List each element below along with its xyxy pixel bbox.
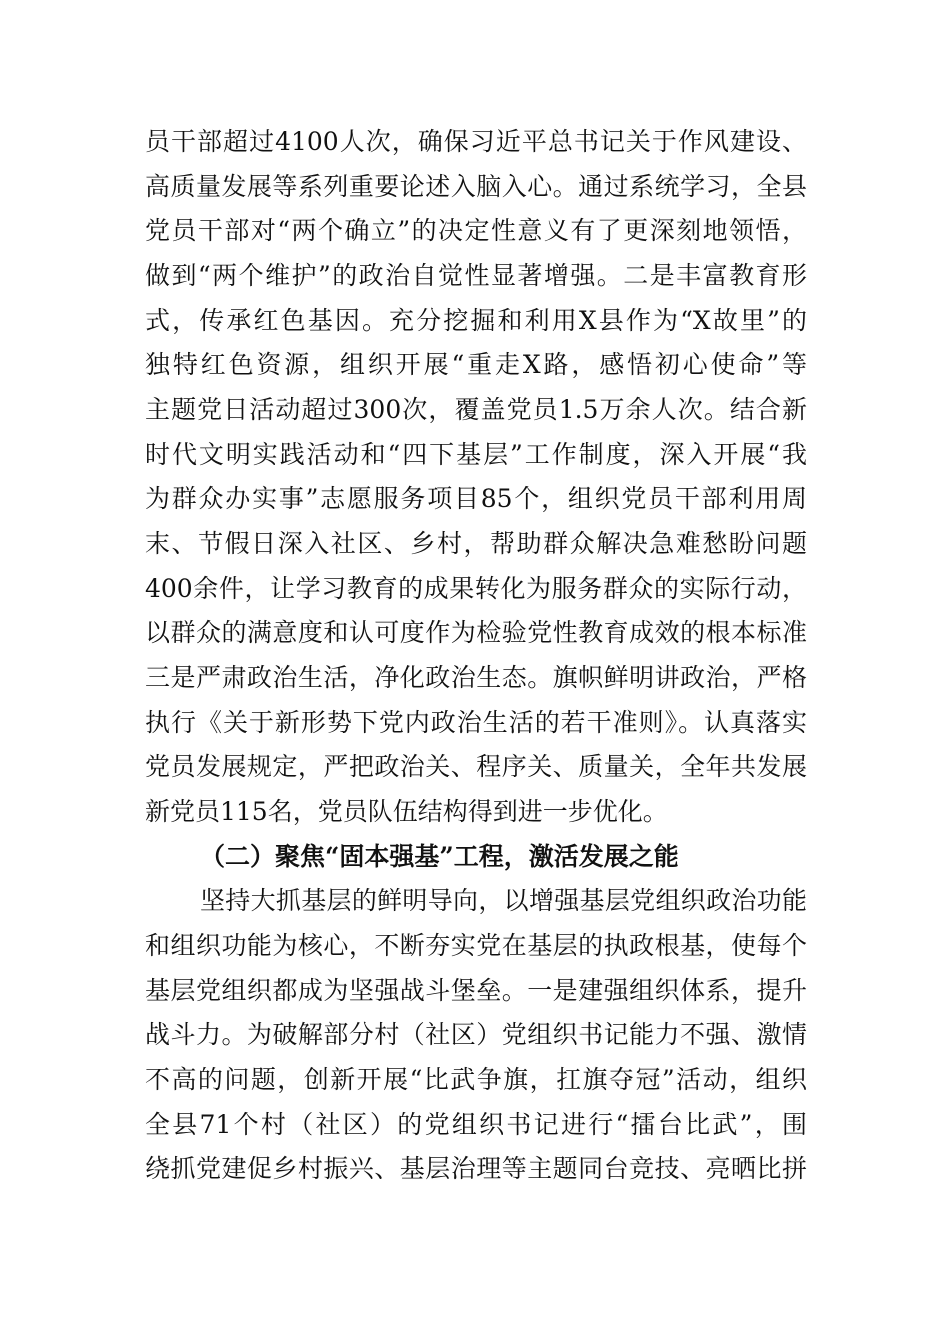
paragraph-2-line-6: 全县71个村（社区）的党组织书记进行“擂台比武”，围 [145,1110,807,1139]
paragraph-2-line-3: 基层党组织都成为坚强战斗堡垒。一是建强组织体系，提升 [145,976,807,1005]
paragraph-1-line-12: 以群众的满意度和认可度作为检验党性教育成效的根本标准 [145,618,807,647]
paragraph-1-line-11: 400余件，让学习教育的成果转化为服务群众的实际行动， [145,574,807,603]
section-heading: （二）聚焦“固本强基”工程，激活发展之能 [200,842,679,871]
paragraph-1-line-3: 党员干部对“两个确立”的决定性意义有了更深刻地领悟， [145,216,807,245]
paragraph-1-line-1: 员干部超过4100人次，确保习近平总书记关于作风建设、 [145,127,807,156]
paragraph-1-line-10: 末、节假日深入社区、乡村，帮助群众解决急难愁盼问题 [145,529,807,558]
paragraph-1-line-13: 三是严肃政治生活，净化政治生态。旗帜鲜明讲政治，严格 [145,663,807,692]
paragraph-1-line-16: 新党员115名，党员队伍结构得到进一步优化。 [145,797,668,826]
paragraph-1-line-5: 式，传承红色基因。充分挖掘和利用X县作为“X故里”的 [145,306,807,335]
paragraph-1-line-15: 党员发展规定，严把政治关、程序关、质量关，全年共发展 [145,752,807,781]
paragraph-2-line-7: 绕抓党建促乡村振兴、基层治理等主题同台竞技、亮晒比拼 [145,1154,807,1183]
paragraph-2-line-2: 和组织功能为核心，不断夯实党在基层的执政根基，使每个 [145,931,807,960]
paragraph-1-line-2: 高质量发展等系列重要论述入脑入心。通过系统学习，全县 [145,172,807,201]
paragraph-1-line-8: 时代文明实践活动和“四下基层”工作制度，深入开展“我 [145,440,807,469]
paragraph-1-line-9: 为群众办实事”志愿服务项目85个，组织党员干部利用周 [145,484,807,513]
paragraph-1-line-6: 独特红色资源，组织开展“重走X路，感悟初心使命”等 [145,350,807,379]
paragraph-2-line-5: 不高的问题，创新开展“比武争旗，扛旗夺冠”活动，组织 [145,1065,807,1094]
paragraph-1-line-14: 执行《关于新形势下党内政治生活的若干准则》。认真落实 [145,708,807,737]
paragraph-2-line-4: 战斗力。为破解部分村（社区）党组织书记能力不强、激情 [145,1020,807,1049]
paragraph-1-line-4: 做到“两个维护”的政治自觉性显著增强。二是丰富教育形 [145,261,807,290]
paragraph-2-line-1: 坚持大抓基层的鲜明导向，以增强基层党组织政治功能 [200,886,807,915]
paragraph-1-line-7: 主题党日活动超过300次，覆盖党员1.5万余人次。结合新 [145,395,807,424]
